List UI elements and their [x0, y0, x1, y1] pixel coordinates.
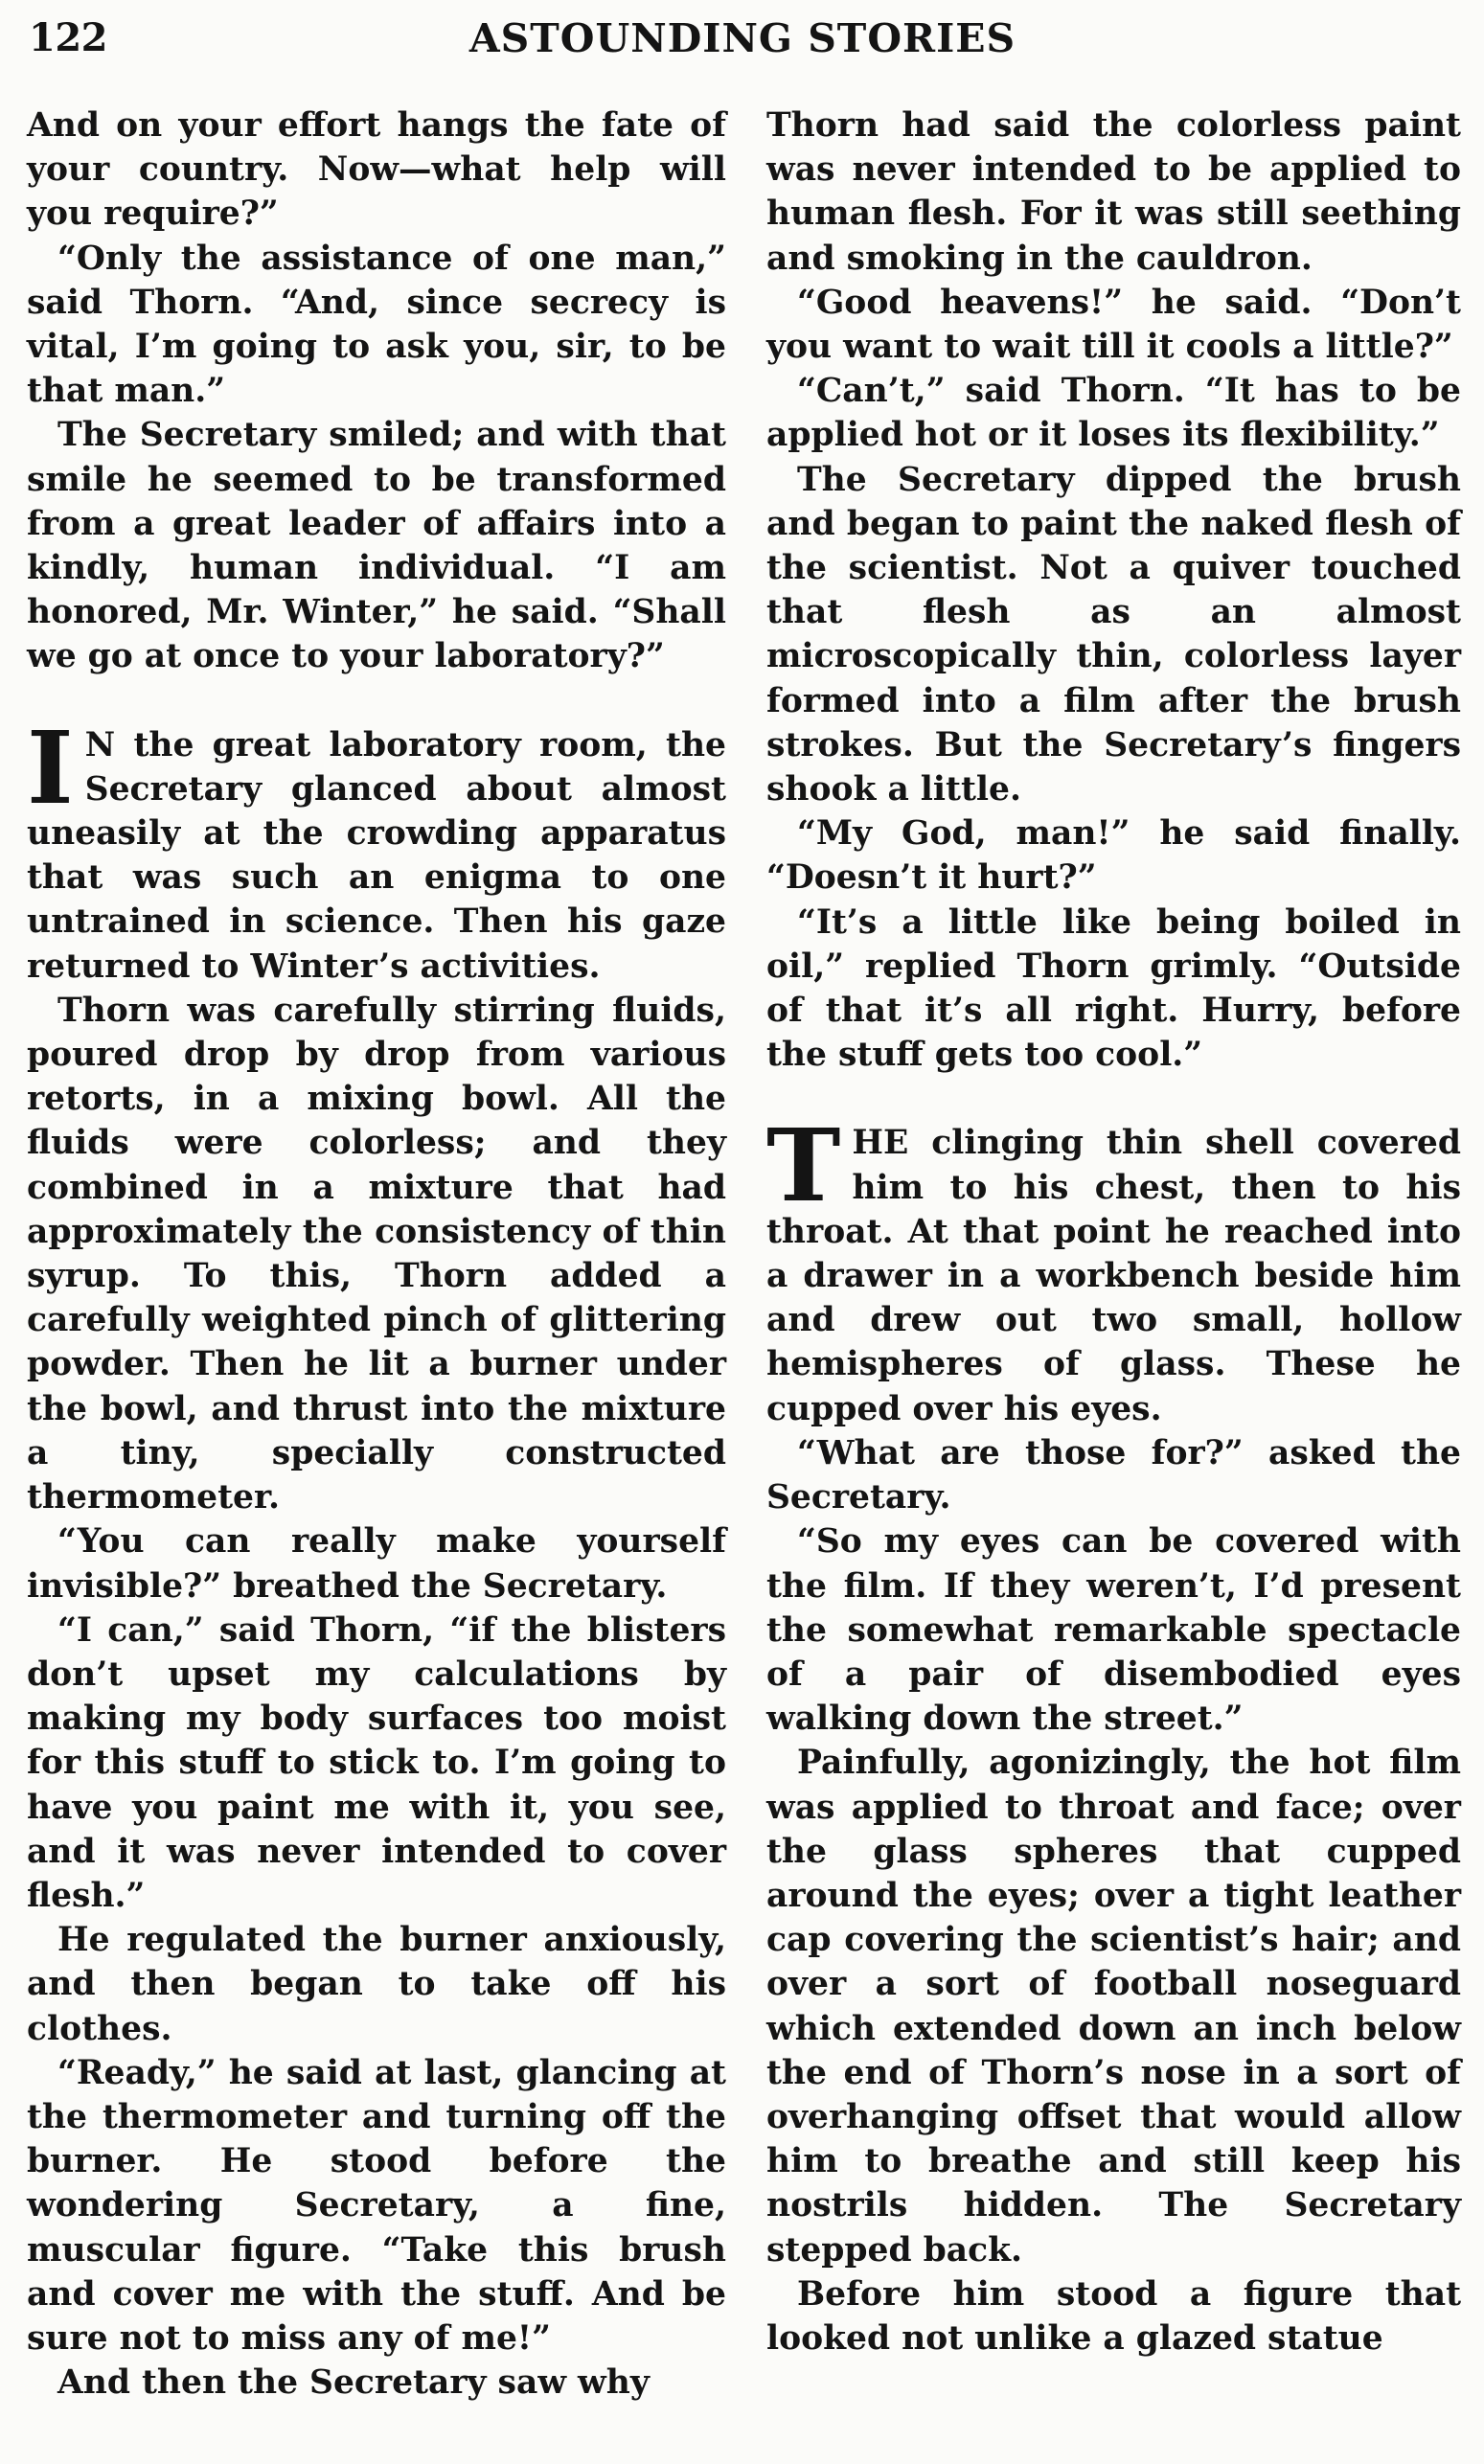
- page-header: [29, 10, 1456, 67]
- paragraph: “My God, man!” he said finally. “Doesn’t it hurt?”: [766, 814, 1461, 898]
- paragraph: And on your effort hangs the fate of your country. Now—what help will you require?”: [27, 106, 726, 234]
- paragraph: “Ready,” he said at last, glancing at the thermometer and turning off the burner. He stood before the wondering Secretary, a fine, muscular figure. “Take this brush and cover me with the stuff. And be sure not to miss any of me!”: [27, 2053, 726, 2358]
- paragraph: Before him stood a figure that looked not unlike a glazed statue: [766, 2274, 1461, 2358]
- paragraph-text: N the great laboratory room, the Secretary glanced about almost uneasily at the crowding apparatus that was such an enigma to one untrained in science. Then his gaze returned to Winter’s activities.: [27, 725, 726, 986]
- paragraph: “Can’t,” said Thorn. “It has to be applied hot or it loses its flexibility.”: [766, 372, 1461, 455]
- left-column: [27, 103, 726, 2405]
- paragraph-text: HE clinging thin shell covered him to his chest, then to his throat. At that point he reached into a drawer in a workbench beside him and drew out two small, hollow hemispheres of glass. These he cupped over his eyes.: [766, 1124, 1461, 1428]
- drop-cap: I: [27, 708, 74, 827]
- paragraph: “You can really make yourself invisible?” breathed the Secretary.: [27, 1522, 726, 1606]
- paragraph: “It’s a little like being boiled in oil,” replied Thorn grimly. “Outside of that it’s all right. Hurry, before the stuff gets too cool.”: [766, 902, 1461, 1075]
- section-paragraph: [766, 1107, 1461, 1430]
- section-paragraph: [27, 708, 726, 989]
- page-number: 122: [29, 15, 107, 60]
- right-column: [766, 103, 1461, 2361]
- paragraph: “Good heavens!” he said. “Don’t you want to wait till it cools a little?”: [766, 283, 1461, 367]
- paragraph: The Secretary smiled; and with that smile he seemed to be transformed from a great leader of affairs into a kindly, human individual. “I am honored, Mr. Winter,” he said. “Shall we go at once to your laboratory?”: [27, 416, 726, 676]
- paragraph: “What are those for?” asked the Secretary.: [766, 1433, 1461, 1517]
- paragraph: He regulated the burner anxiously, and then began to take off his clothes.: [27, 1921, 726, 2048]
- paragraph: “So my eyes can be covered with the film. If they weren’t, I’d present the somewhat remarkable spectacle of a pair of disembodied eyes walking down the street.”: [766, 1522, 1461, 1739]
- paragraph: Thorn was carefully stirring fluids, poured drop by drop from various retorts, in a mixing bowl. All the fluids were colorless; and they combined in a mixture that had approximately the consistency of thin syrup. To this, Thorn added a carefully weighted pinch of glittering powder. Then he lit a burner under the bowl, and thrust into the mixture a tiny, specially constructed thermometer.: [27, 991, 726, 1517]
- paragraph: And then the Secretary saw why: [57, 2363, 650, 2403]
- running-title: ASTOUNDING STORIES: [468, 15, 1016, 61]
- paragraph: “I can,” said Thorn, “if the blisters don’t upset my calculations by making my body surfaces too moist for this stuff to stick to. I’m going to have you paint me with it, you see, and it was never intended to cover flesh.”: [27, 1610, 726, 1915]
- paragraph: Painfully, agonizingly, the hot film was applied to throat and face; over the glass spheres that cupped around the eyes; over a tight leather cap covering the scientist’s hair; and over a sort of football noseguard which extended down an inch below the end of Thorn’s nose in a sort of overhanging offset that would allow him to breathe and still keep his nostrils hidden. The Secretary stepped back.: [766, 1744, 1461, 2270]
- paragraph: The Secretary dipped the brush and began to paint the naked flesh of the scientist. Not a quiver touched that flesh as an almost microscopically thin, colorless layer formed into a film after the brush strokes. But the Secretary’s fingers shook a little.: [766, 460, 1461, 810]
- paragraph: “Only the assistance of one man,” said Thorn. “And, since secrecy is vital, I’m going to ask you, sir, to be that man.”: [27, 239, 726, 411]
- drop-cap: T: [766, 1107, 841, 1225]
- paragraph: Thorn had said the colorless paint was never intended to be applied to human flesh. For it was still seething and smoking in the cauldron.: [766, 106, 1461, 278]
